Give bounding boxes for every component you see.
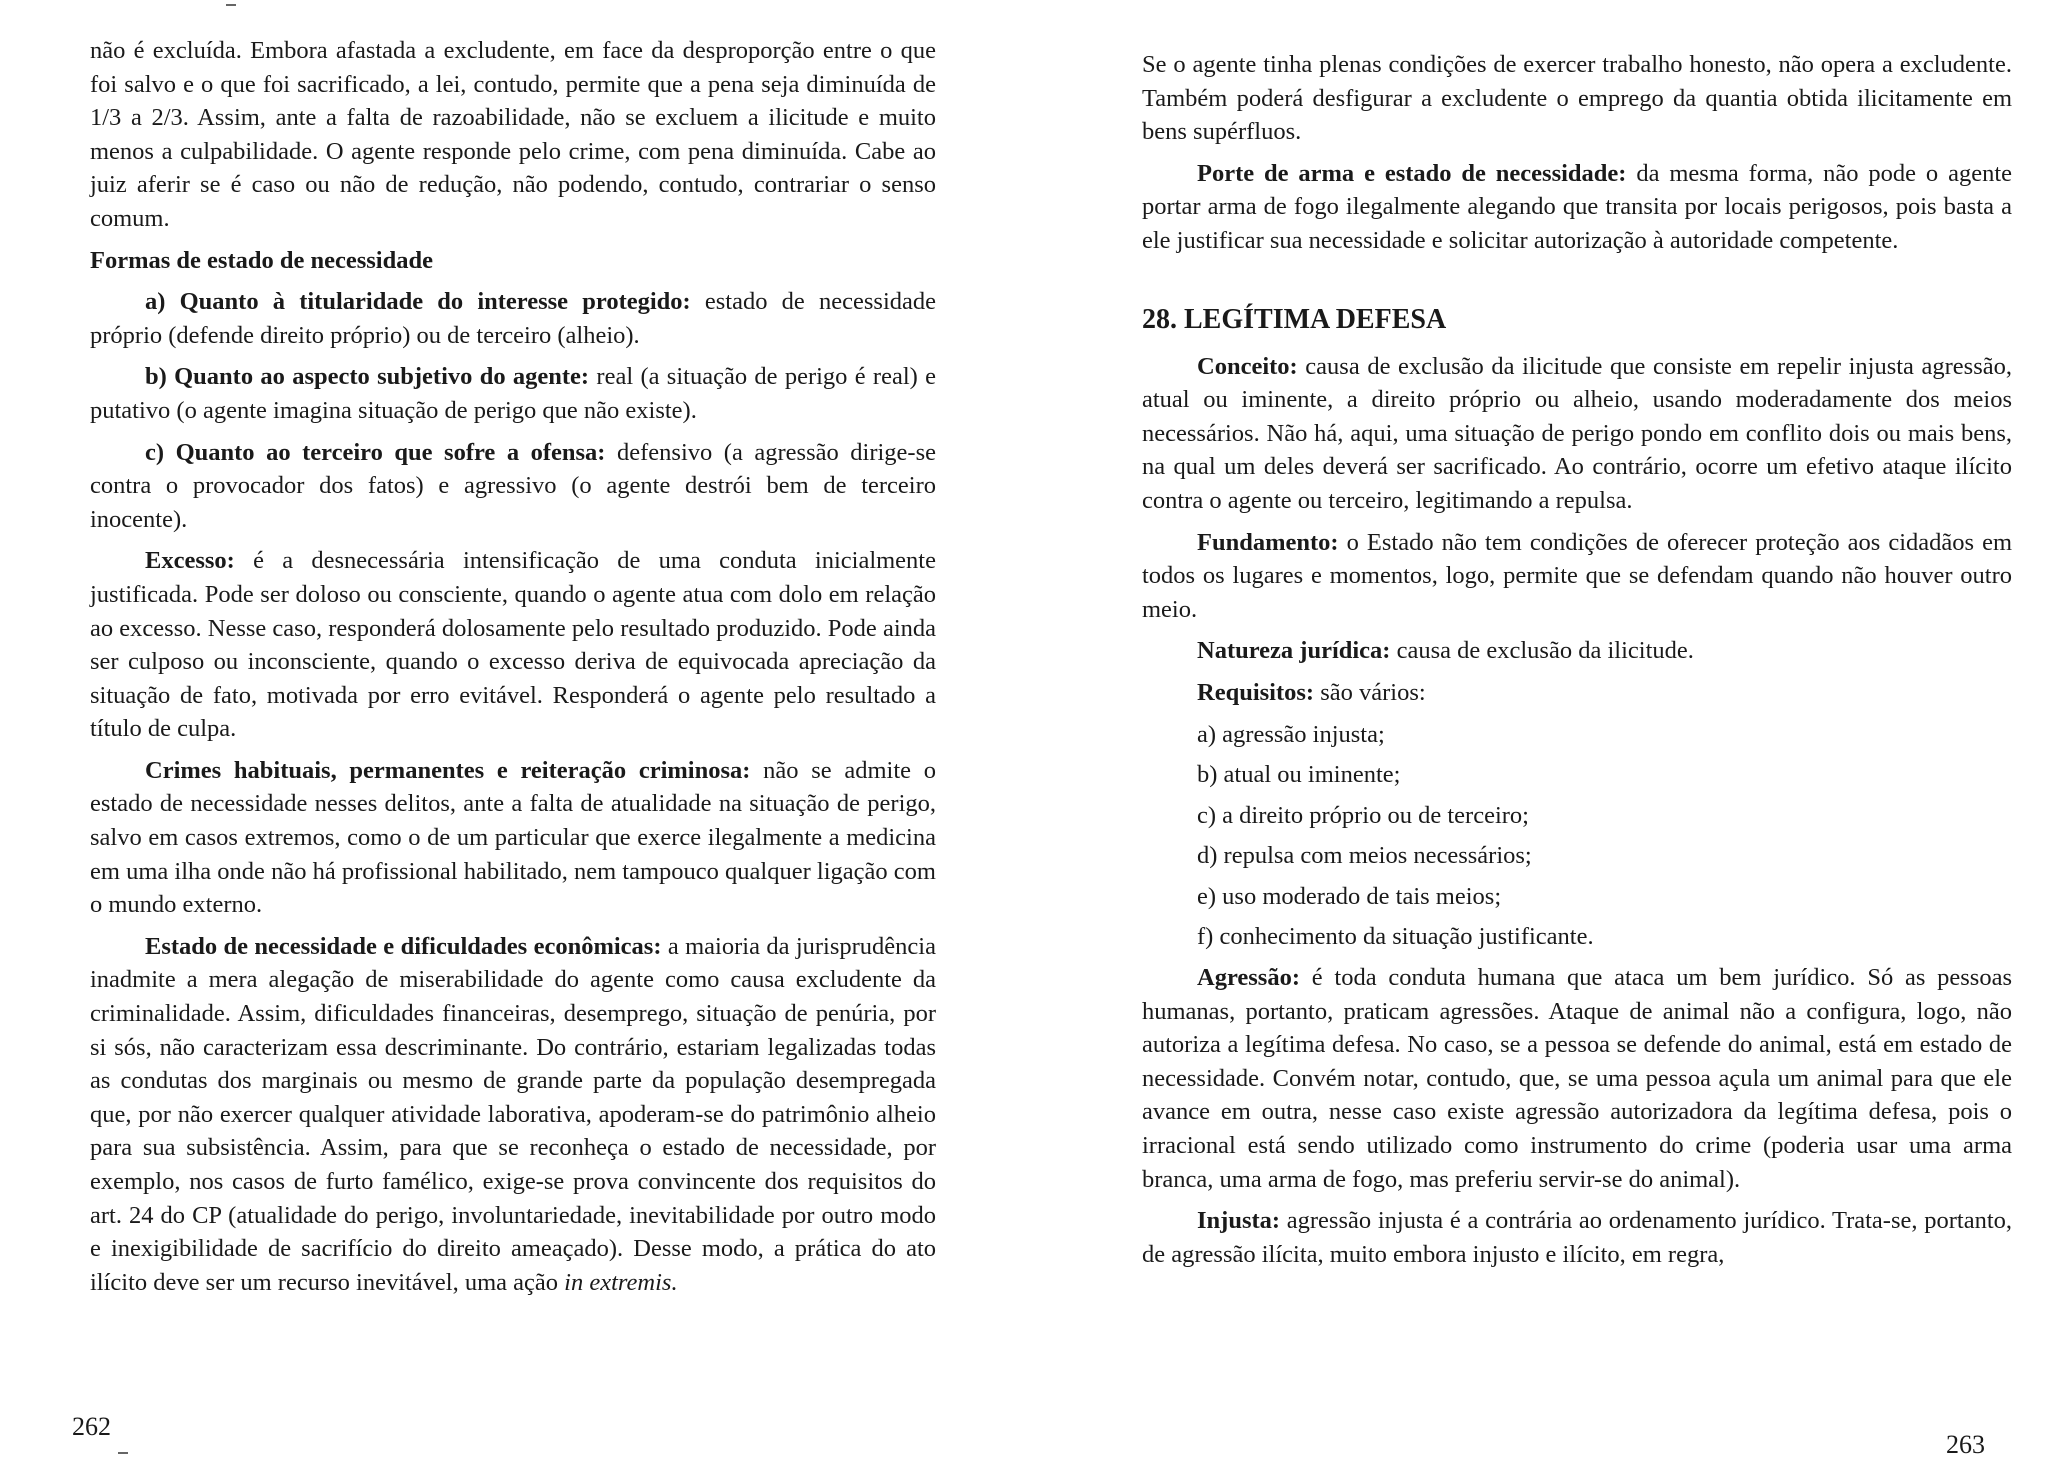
paragraph-continuation: Se o agente tinha plenas condições de exercer trabalho honesto, não opera a excludente. Também poderá desfigurar a excludente o emprego da quantia obtida ilicitamente em bens supérfluos.: [1142, 51, 2012, 146]
list-item: b) atual ou iminente;: [1197, 761, 1401, 789]
paragraph-form-a: [90, 285, 936, 352]
form-b-label: b) Quanto ao aspecto subjetivo do agente:: [145, 363, 590, 391]
page-number-right: 263: [1946, 1430, 1985, 1459]
scan-artifact: [226, 4, 236, 6]
agressao-text: é toda conduta humana que ataca um bem jurídico. Só as pessoas humanas, portanto, praticam agressões. Ataque de animal não a configura, logo, não autoriza a legítima defesa. No caso, se a pessoa se defende do animal, está em estado de necessidade. Convém notar, contudo, que, se uma pessoa açula um animal para que ele avance em outra, nesse caso existe agressão autorizadora da legítima defesa, pois o irracional está sendo utilizado como instrumento do crime (poderia usar uma arma branca, uma arma de fogo, mas preferiu servir-se do animal).: [1142, 964, 2012, 1193]
econ-text: a maioria da jurisprudência inadmite a mera alegação de miserabilidade do agente como causa excludente da criminalidade. Assim, dificuldades financeiras, desemprego, situação de penúria, por si sós, não caracterizam essa descriminante. Do contrário, estariam legalizadas todas as condutas dos marginais ou mesmo de grande parte da população desempregada que, por não exercer qualquer atividade laborativa, apoderam-se do patrimônio alheio para sua subsistência. Assim, para que se reconheça o estado de necessidade, por exemplo, nos casos de furto famélico, exige-se prova convincente dos requisitos do art. 24 do CP (atualidade do perigo, involuntariedade, inevitabilidade por outro modo e inexigibilidade de sacrifício do direito ameaçado). Desse modo, a prática do ato ilícito deve ser um recurso inevitável, uma ação: [90, 932, 936, 1296]
requisitos-label: Requisitos:: [1197, 678, 1315, 706]
requisitos-text: são vários:: [1314, 678, 1426, 706]
conceito-text: causa de exclusão da ilicitude que consiste em repelir injusta agressão, atual ou iminente, a direito próprio ou alheio, usando moderadamente dos meios necessários. Não há, aqui, uma situação de perigo pondo em conflito dois ou mais bens, na qual um deles deverá ser sacrificado. Ao contrário, ocorre um efetivo ataque ilícito contra o agente ou terceiro, legitimando a repulsa.: [1142, 352, 2012, 514]
list-item: a) agressão injusta;: [1197, 720, 1385, 748]
agressao-label: Agressão:: [1197, 964, 1300, 992]
form-c-label: c) Quanto ao terceiro que sofre a ofensa:: [145, 438, 606, 466]
excesso-label: Excesso:: [145, 547, 235, 575]
conceito-label: Conceito:: [1197, 352, 1298, 380]
page-number-left: 262: [72, 1412, 111, 1441]
injusta-text: agressão injusta é a contrária ao ordenamento jurídico. Trata-se, portanto, de agressão ilícita, muito embora injusto e ilícito, em regra,: [1142, 1207, 2012, 1268]
scan-artifact: [118, 1452, 128, 1454]
porte-label: Porte de arma e estado de necessidade:: [1197, 159, 1627, 187]
form-a-label: a) Quanto à titularidade do interesse protegido:: [145, 288, 691, 316]
crimes-text: não se admite o estado de necessidade nesses delitos, ante a falta de atualidade na situação de perigo, salvo em casos extremos, como o de um particular que exerce ilegalmente a medicina em uma ilha onde não há profissional habilitado, nem tampouco qualquer ligação com o mundo externo.: [90, 756, 936, 919]
form-a-text: estado de necessidade próprio (defende direito próprio) ou de terceiro (alheio).: [90, 288, 937, 349]
section-heading-forms: Formas de estado de necessidade: [90, 246, 433, 274]
right-page-content: [1142, 48, 2012, 1279]
paragraph-dificuldades-economicas: [90, 930, 936, 1300]
crimes-label: Crimes habituais, permanentes e reiteração criminosa:: [145, 756, 751, 784]
list-item: e) uso moderado de tais meios;: [1197, 882, 1502, 910]
list-item: d) repulsa com meios necessários;: [1197, 842, 1532, 870]
list-item: f) conhecimento da situação justificante.: [1197, 923, 1594, 951]
paragraph-form-c: [90, 436, 936, 537]
excesso-text: é a desnecessária intensificação de uma conduta inicialmente justificada. Pode ser doloso ou consciente, quando o agente atua com dolo em relação ao excesso. Nesse caso, responderá dolosamente pelo resultado produzido. Pode ainda ser culposo ou inconsciente, quando o excesso deriva de equivocada apreciação da situação de fato, motivada por erro evitável. Responderá o agente pelo resultado a título de culpa.: [90, 547, 936, 743]
paragraph-continuation: não é excluída. Embora afastada a excludente, em face da desproporção entre o que foi salvo e o que foi sacrificado, a lei, contudo, permite que a pena seja diminuída de 1/3 a 2/3. Assim, ante a falta de razoabilidade, não se excluem a ilicitude e muito menos a culpabilidade. O agente responde pelo crime, com pena diminuída. Cabe ao juiz aferir se é caso ou não de redução, não podendo, contudo, contrariar o senso comum.: [90, 37, 936, 232]
paragraph-requisitos: [1142, 676, 2012, 710]
list-item: c) a direito próprio ou de terceiro;: [1197, 801, 1529, 829]
paragraph-injusta: [1142, 1204, 2012, 1271]
paragraph-agressao: [1142, 961, 2012, 1196]
paragraph-form-b: [90, 360, 936, 427]
chapter-title: 28. LEGÍTIMA DEFESA: [1142, 303, 1447, 335]
econ-italic: in extremis.: [564, 1268, 678, 1296]
fundamento-text: o Estado não tem condições de oferecer proteção aos cidadãos em todos os lugares e momentos, logo, permite que se defendam quando não houver outro meio.: [1142, 528, 2012, 623]
paragraph-porte-de-arma: [1142, 157, 2012, 258]
paragraph-excesso: [90, 544, 936, 746]
fundamento-label: Fundamento:: [1197, 528, 1339, 556]
natureza-text: causa de exclusão da ilicitude.: [1390, 637, 1694, 665]
econ-label: Estado de necessidade e dificuldades econômicas:: [145, 932, 662, 960]
paragraph-crimes-habituais: [90, 754, 936, 922]
paragraph-conceito: [1142, 350, 2012, 518]
paragraph-natureza-juridica: [1142, 634, 2012, 668]
paragraph-fundamento: [1142, 526, 2012, 627]
right-page: [1024, 0, 2048, 1472]
left-page-content: [90, 34, 936, 1307]
natureza-label: Natureza jurídica:: [1197, 637, 1391, 665]
injusta-label: Injusta:: [1197, 1207, 1281, 1235]
porte-text: da mesma forma, não pode o agente portar arma de fogo ilegalmente alegando que transita por locais perigosos, pois basta a ele justificar sua necessidade e solicitar autorização à autoridade competente.: [1142, 159, 2013, 254]
form-b-text: real (a situação de perigo é real) e putativo (o agente imagina situação de perigo que não existe).: [90, 363, 937, 424]
form-c-text: defensivo (a agressão dirige-se contra o provocador dos fatos) e agressivo (o agente destrói bem de terceiro inocente).: [90, 438, 936, 533]
